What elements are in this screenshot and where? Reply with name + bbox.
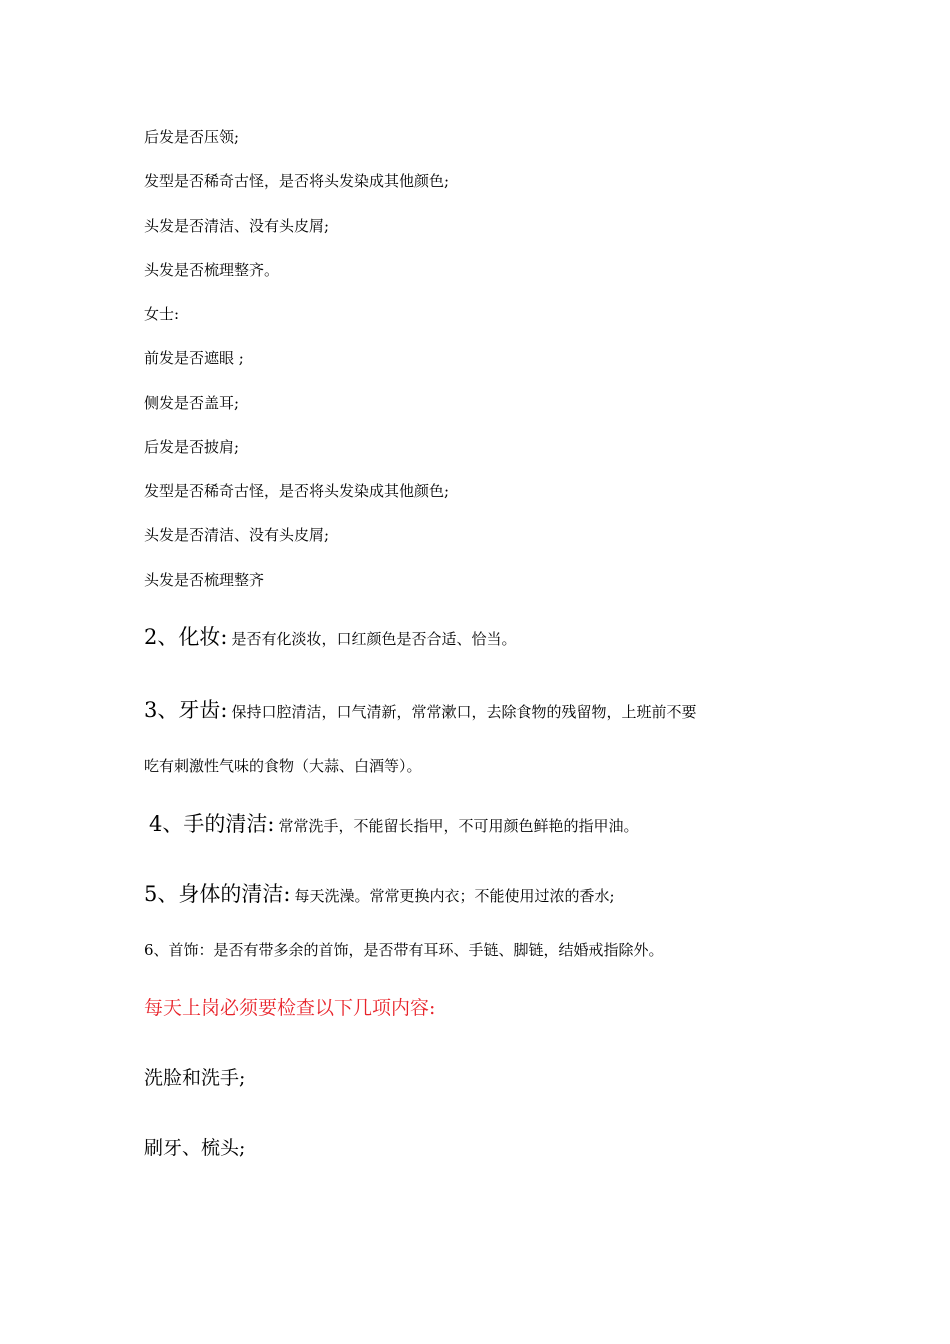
hair-women-item-2: 侧发是否盖耳;	[144, 394, 240, 412]
body-text: 每天洗澡。常常更换内衣；不能使用过浓的香水;	[294, 887, 615, 905]
teeth-text-continued: 吃有刺激性气味的食物（大蒜、白酒等）。	[144, 757, 422, 775]
makeup-heading: 2、化妆:	[144, 625, 228, 649]
teeth-section	[144, 700, 696, 721]
makeup-section	[144, 627, 516, 648]
jewelry-text: 6、首饰：是否有带多余的首饰，是否带有耳环、手链、脚链，结婚戒指除外。	[144, 941, 664, 959]
hair-women-item-4: 发型是否稀奇古怪，是否将头发染成其他颜色;	[144, 482, 450, 500]
daily-check-item-2: 刷牙、梳头;	[144, 1137, 246, 1159]
hair-men-item-3: 头发是否清洁、没有头皮屑;	[144, 217, 330, 235]
hair-men-item-1: 后发是否压领;	[144, 128, 240, 146]
hair-women-item-1: 前发是否遮眼 ;	[144, 349, 244, 367]
teeth-heading: 3、牙齿:	[144, 698, 228, 722]
hair-women-item-5: 头发是否清洁、没有头皮屑;	[144, 526, 330, 544]
hair-women-item-3: 后发是否披肩;	[144, 438, 240, 456]
hair-women-heading: 女士:	[144, 305, 180, 323]
hair-women-item-6: 头发是否梳理整齐	[144, 571, 265, 589]
daily-check-item-1: 洗脸和洗手;	[144, 1067, 246, 1089]
body-heading: 5、身体的清洁:	[144, 882, 291, 906]
hands-text: 常常洗手，不能留长指甲，不可用颜色鲜艳的指甲油。	[278, 817, 639, 835]
body-section	[144, 884, 615, 905]
makeup-text: 是否有化淡妆，口红颜色是否合适、恰当。	[231, 630, 517, 648]
daily-check-heading: 每天上岗必须要检查以下几项内容:	[144, 997, 436, 1019]
hands-heading: 4、手的清洁:	[149, 812, 275, 836]
hair-men-item-2: 发型是否稀奇古怪，是否将头发染成其他颜色;	[144, 172, 450, 190]
hands-section	[149, 814, 638, 835]
teeth-text: 保持口腔清洁，口气清新，常常漱口，去除食物的残留物，上班前不要	[231, 703, 697, 721]
hair-men-item-4: 头发是否梳理整齐。	[144, 261, 280, 279]
